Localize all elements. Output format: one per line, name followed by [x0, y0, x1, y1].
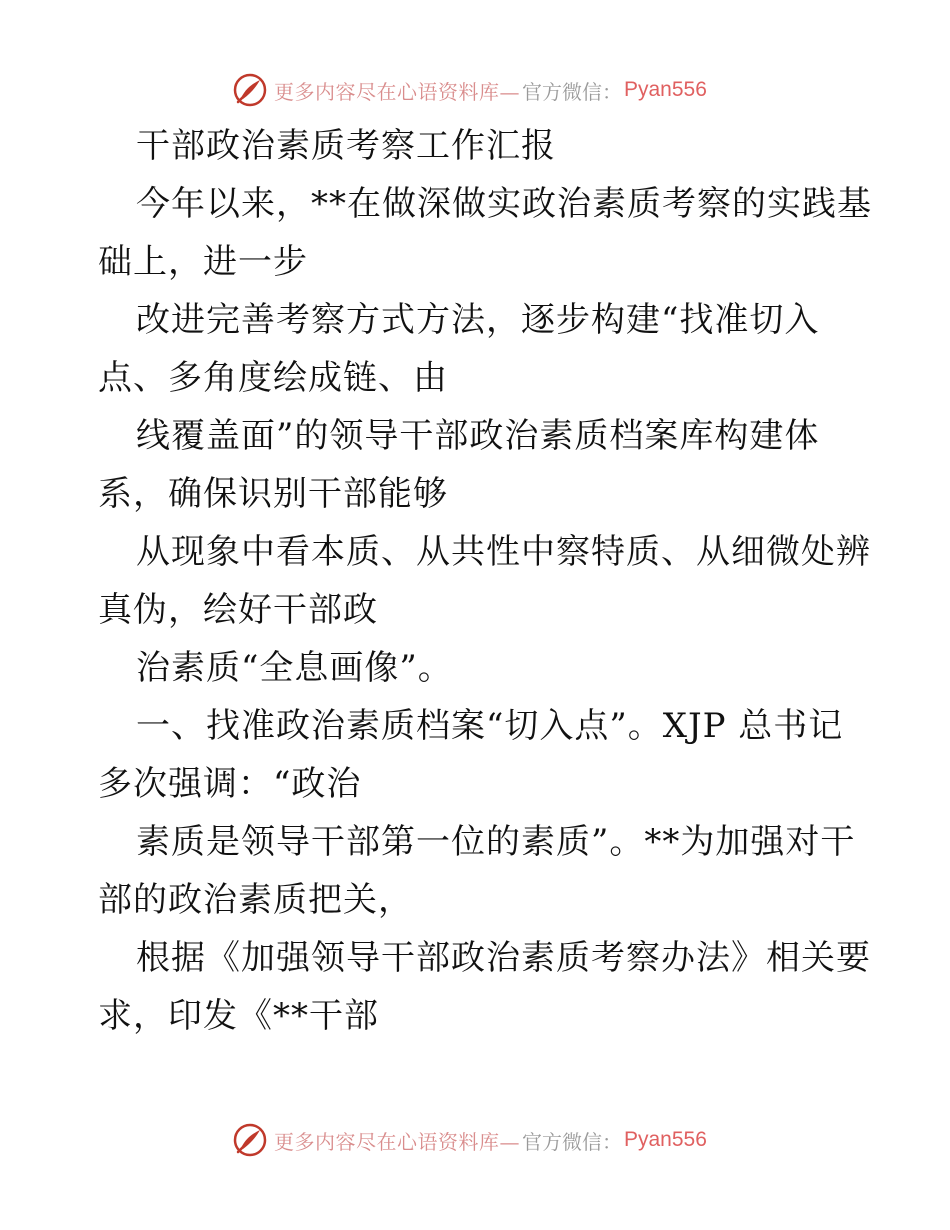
- text-line: 真伪，绘好干部政: [98, 590, 378, 630]
- banner-text: 更多内容尽在心语资料库—: [274, 1129, 520, 1154]
- pen-logo-icon: [232, 72, 268, 108]
- banner-label: 官方微信：: [522, 1129, 622, 1154]
- text-line: 系，确保识别干部能够: [98, 474, 448, 514]
- text-line: 根据《加强领导干部政治素质考察办法》相关要: [136, 938, 871, 978]
- text-line: 点、多角度绘成链、由: [98, 358, 448, 398]
- text-line: 部的政治素质把关，: [98, 880, 413, 920]
- wechat-id: Pyan556: [624, 1128, 707, 1151]
- document-body: [98, 117, 872, 1045]
- text-line: 线覆盖面”的领导干部政治素质档案库构建体: [136, 416, 820, 456]
- pen-logo-icon: [232, 1122, 268, 1158]
- text-line: 治素质“全息画像”。: [136, 648, 453, 688]
- banner-label: 官方微信：: [522, 79, 622, 104]
- footer-banner: [232, 1120, 707, 1160]
- document-title: 干部政治素质考察工作汇报: [136, 126, 556, 166]
- banner-text: 更多内容尽在心语资料库—: [274, 79, 520, 104]
- text-line: 今年以来，**在做深做实政治素质考察的实践基: [136, 184, 872, 224]
- text-line: 础上，进一步: [98, 242, 308, 282]
- text-line: 从现象中看本质、从共性中察特质、从细微处辨: [136, 532, 871, 572]
- text-line: 多次强调：“政治: [98, 764, 362, 804]
- wechat-id: Pyan556: [624, 78, 707, 101]
- text-line: 改进完善考察方式方法，逐步构建“找准切入: [136, 300, 820, 340]
- header-banner: [232, 70, 707, 110]
- text-line: 素质是领导干部第一位的素质”。**为加强对干: [136, 822, 856, 862]
- text-line: 求，印发《**干部: [98, 996, 379, 1036]
- section-heading-line: 一、找准政治素质档案“切入点”。XJP 总书记: [136, 706, 844, 746]
